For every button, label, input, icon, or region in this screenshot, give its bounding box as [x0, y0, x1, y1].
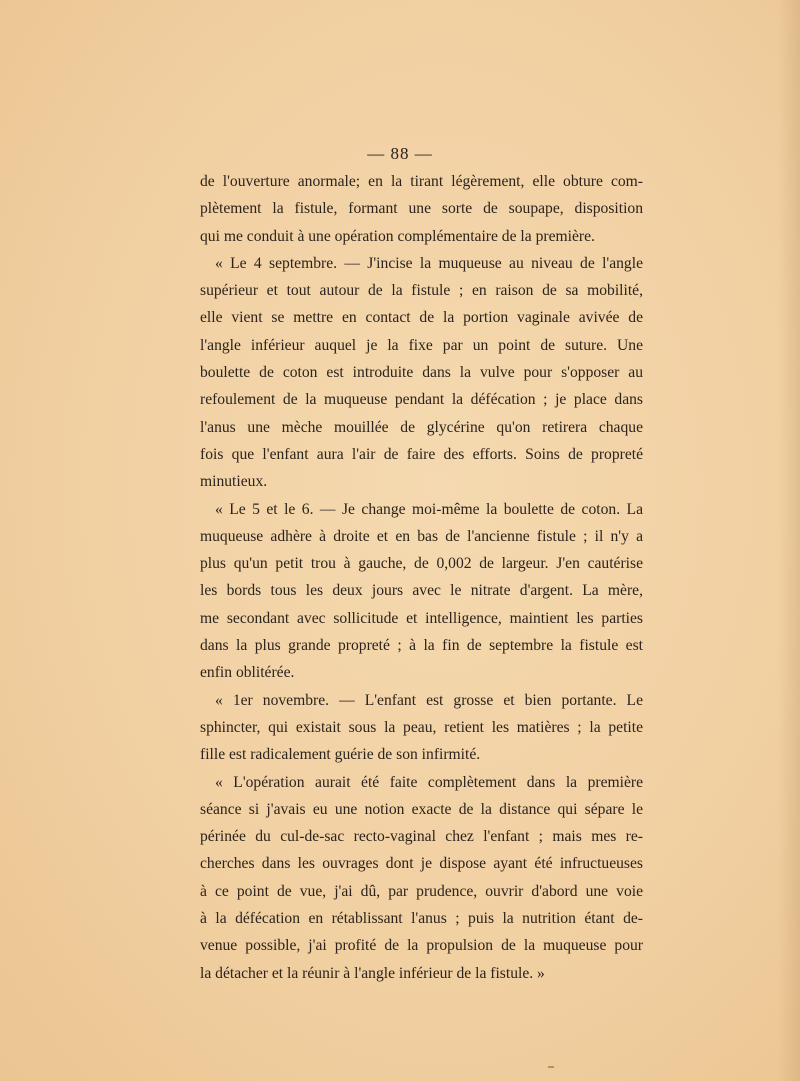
text-line: de l'ouverture anormale; en la tirant légèrement, elle obture com- — [200, 173, 643, 190]
page-number: — 88 — — [367, 144, 433, 163]
text-line: elle vient se mettre en contact de la portion vaginale avivée de — [200, 309, 643, 327]
text-line: me secondant avec sollicitude et intelligence, maintient les parties — [200, 609, 643, 627]
body-text — [200, 168, 643, 987]
text-line: enfin oblitérée. — [200, 664, 295, 682]
text-line: à la défécation en rétablissant l'anus ; puis la nutrition étant de- — [200, 910, 643, 928]
text-line: la détacher et la réunir à l'angle inférieur de la fistule. » — [200, 964, 545, 982]
text-line: périnée du cul-de-sac recto-vaginal chez l'enfant ; mais mes re- — [200, 828, 643, 846]
text-line: l'anus une mèche mouillée de glycérine qu'on retirera chaque — [200, 418, 643, 436]
text-line: venue possible, j'ai profité de la propulsion de la muqueuse pour — [200, 937, 643, 955]
text-line: fois que l'enfant aura l'air de faire des efforts. Soins de propreté — [200, 445, 643, 463]
text-line: « L'opération aurait été faite complètement dans la première — [215, 773, 643, 791]
text-line: qui me conduit à une opération complémentaire de la première. — [200, 227, 595, 245]
text-line: fille est radicalement guérie de son infirmité. — [200, 746, 481, 764]
text-line: refoulement de la muqueuse pendant la défécation ; je place dans — [200, 391, 643, 409]
text-line: muqueuse adhère à droite et en bas de l'ancienne fistule ; il n'y a — [200, 527, 643, 545]
text-line: l'angle inférieur auquel je la fixe par un point de suture. Une — [200, 336, 643, 354]
paper-speck — [548, 1066, 554, 1068]
text-line: dans la plus grande propreté ; à la fin de septembre la fistule est — [200, 637, 643, 655]
text-line: boulette de coton est introduite dans la vulve pour s'opposer au — [200, 364, 643, 382]
text-line: à ce point de vue, j'ai dû, par prudence, ouvrir d'abord une voie — [200, 882, 643, 900]
text-line: supérieur et tout autour de la fistule ; en raison de sa mobilité, — [200, 282, 643, 300]
text-line: minutieux. — [200, 473, 268, 491]
text-line: « 1er novembre. — L'enfant est grosse et bien portante. Le — [215, 691, 643, 709]
text-line: séance si j'avais eu une notion exacte de la distance qui sépare le — [200, 800, 643, 818]
text-line: sphincter, qui existait sous la peau, retient les matières ; la petite — [200, 718, 643, 736]
text-line: « Le 5 et le 6. — Je change moi-même la boulette de coton. La — [215, 500, 643, 518]
text-line: les bords tous les deux jours avec le nitrate d'argent. La mère, — [200, 582, 643, 600]
text-line: plus qu'un petit trou à gauche, de 0,002 de largeur. J'en cautérise — [200, 555, 643, 573]
text-line: « Le 4 septembre. — J'incise la muqueuse au niveau de l'angle — [215, 254, 643, 272]
text-line: plètement la fistule, formant une sorte de soupape, disposition — [200, 200, 643, 218]
text-line: cherches dans les ouvrages dont je dispose ayant été infructueuses — [200, 855, 643, 873]
